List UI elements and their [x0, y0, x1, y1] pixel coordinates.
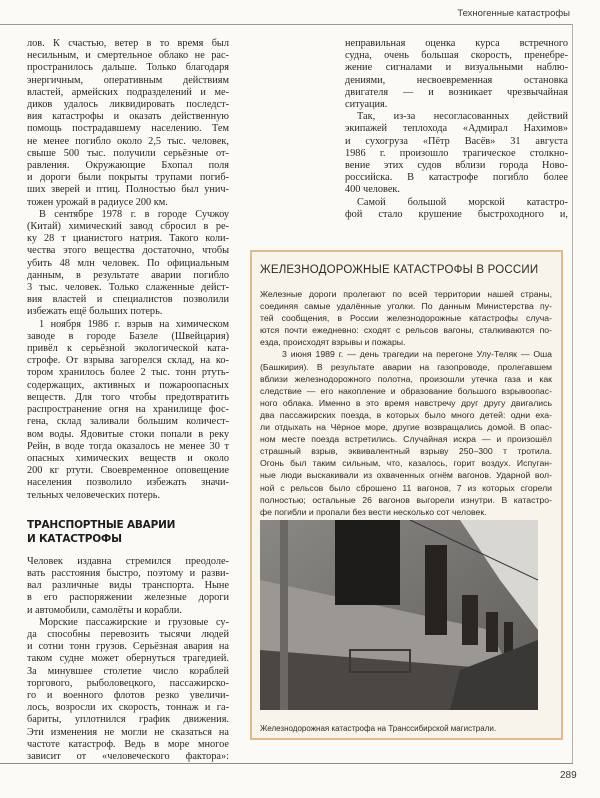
- text-line: строфе. От взрыва загорелся склад, на ко-: [27, 355, 229, 367]
- text-line: избежать ещё больших потерь.: [27, 306, 163, 318]
- text-line: ку 28 т цианистого натрия. Такого коли-: [27, 233, 229, 245]
- text-line: полностью; остальные 26 вагонов выгорели изнутри. В катастро-: [260, 494, 552, 505]
- frame-top-rule: [0, 24, 572, 25]
- text-line: го и военного флотов резко увеличи-: [27, 689, 229, 701]
- text-line: и сотни тонн грузов. Серьёзная авария на: [27, 641, 229, 653]
- text-line: частоте катастроф. Ведь в море многое: [27, 738, 229, 750]
- text-line: 400 человек.: [345, 184, 401, 196]
- text-line: данным, в результате аварии погибло: [27, 269, 229, 281]
- text-line: опасных химических веществ и около: [27, 452, 229, 464]
- paragraph: [27, 319, 229, 502]
- page-number: 289: [560, 770, 577, 781]
- text-line: 200 кг ртути. Своевременное оповещение: [27, 465, 229, 477]
- text-line: Человек издавна стремился преодоле-: [27, 555, 229, 567]
- sidebar-title: ЖЕЛЕЗНОДОРОЖНЫЕ КАТАСТРОФЫ В РОССИИ: [260, 264, 539, 276]
- text-line: тожен урожай в радиусе 200 км.: [27, 196, 168, 208]
- paragraph: [260, 288, 552, 348]
- text-line: В сентябре 1978 г. в городе Сучжоу: [39, 208, 229, 220]
- text-line: неправильная оценка курса встречного: [345, 38, 568, 49]
- text-line: содержащих, активных и пожароопасных: [27, 379, 229, 391]
- text-line: тельных человеческих потерь.: [27, 489, 161, 501]
- paragraph: [345, 197, 568, 221]
- text-line: привёл к серьёзной экологической ката-: [27, 343, 229, 355]
- photo-caption: Железнодорожная катастрофа на Транссибирской магистрали.: [260, 724, 497, 733]
- text-line: заводе в городе Базеле (Швейцария): [27, 330, 229, 342]
- text-line: таком судне может обернуться трагедией.: [27, 653, 229, 665]
- text-line: бариты, уплотнился график движения.: [27, 714, 229, 726]
- text-line: Морские пассажирские и грузовые су-: [39, 616, 229, 628]
- text-line: жение сигналами и визуальными наблю-: [345, 62, 568, 74]
- text-line: вать расстояния быстро, поэтому и разви-: [27, 567, 229, 579]
- paragraph: [345, 111, 568, 196]
- text-line: не менее погибло около 2,5 тыс. человек,: [27, 135, 229, 147]
- text-line: вение этих судов вблизи города Ново-: [345, 160, 568, 172]
- paragraph: [27, 617, 229, 763]
- section-heading-line: И КАТАСТРОФЫ: [27, 532, 122, 545]
- text-line: судна, очень большая скорость, пренебре-: [345, 50, 568, 62]
- text-line: ются почти ежедневно: сходят с рельсов вагоны, сталкиваются по-: [260, 325, 552, 336]
- text-line: торгового, рыболовецкого, пассажирско-: [27, 677, 229, 689]
- text-line: и автомобили, самолёты и корабли.: [27, 604, 182, 616]
- text-line: веществ. Для того чтобы предотвратить: [27, 391, 229, 403]
- right-paragraphs: [345, 38, 568, 221]
- section-paragraphs: [27, 556, 229, 763]
- text-line: вия властей и специалистов позволили: [27, 294, 229, 306]
- text-line: зависит от «человеческого фактора»:: [27, 750, 229, 762]
- text-line: 3 июня 1989 г. — день трагедии на перегоне Улу-Теляк — Оша: [282, 349, 552, 360]
- text-line: населения позволило избежать значи-: [27, 477, 229, 489]
- text-line: несильным, и смертельное облако не рас-: [27, 50, 229, 62]
- text-line: соединяя самые удалённые уголки. По данным Министерства пу-: [260, 301, 552, 312]
- text-line: 1986 г. произошло трагическое столкно-: [345, 147, 568, 159]
- left-column: [27, 38, 229, 763]
- text-line: ли отдыхать на Чёрное море, другие возвращались домой. В опас-: [260, 422, 552, 433]
- text-line: фой стало крушение быстроходного и,: [345, 208, 568, 220]
- left-paragraphs: [27, 38, 229, 502]
- paragraph: [27, 556, 229, 617]
- text-line: чества этого вещества достаточно, чтобы: [27, 245, 229, 257]
- paragraph: [260, 348, 552, 517]
- text-line: помощь пострадавшему населению. Тем: [27, 123, 229, 135]
- text-line: езда, происходят взрывы и пожары.: [260, 337, 406, 348]
- text-line: Огонь был таким сильным, что, казалось, горит воздух. Испуган-: [260, 458, 552, 469]
- text-line: тором хранилось более 2 тыс. тонн ртуть-: [27, 367, 229, 379]
- text-line: распространение огня на хранилище фос-: [27, 404, 229, 416]
- frame-right-rule: [572, 24, 573, 763]
- text-line: ном месте поезда встретились. Случайная искра — и произошёл: [260, 434, 552, 445]
- text-line: дениями, несвоевременная остановка: [345, 74, 568, 86]
- text-line: фе погибли и пропали без вести несколько сот человек.: [260, 506, 487, 517]
- text-line: Самой большой морской катастро-: [357, 196, 568, 208]
- running-head: Техногенные катастрофы: [457, 8, 570, 19]
- text-line: вблизи железнодорожного полотна, произошли утечка газа и как: [260, 373, 552, 384]
- text-line: тей сообщения, в России железнодорожные катастрофы случа-: [260, 313, 552, 324]
- paragraph: [27, 38, 229, 209]
- text-line: гена, склад заливали большим количест-: [27, 416, 229, 428]
- text-line: (Башкирия). В результате аварии на газопроводе, пролегавшем: [260, 361, 552, 372]
- text-line: вия катастрофы и оказать действенную: [27, 111, 229, 123]
- text-line: двигателя — и возникает чрезвычайная: [345, 86, 568, 98]
- text-line: убить 48 млн человек. По официальным: [27, 257, 229, 269]
- text-line: властей, армейских подразделений и ме-: [27, 86, 229, 98]
- text-line: два пассажирских поезда, в которых было много детей: одни еха-: [260, 409, 552, 420]
- text-line: ной с рельсов было сброшено 11 вагонов, 7 из которых сгорели: [260, 482, 552, 493]
- text-line: (Китай) химический завод сбросил в ре-: [27, 221, 229, 233]
- text-line: Рейн, в воде тогда оказалось не менее 30 т: [27, 440, 229, 452]
- train-wreck-photo: [260, 520, 538, 710]
- text-line: лось, возросли их скорость, тоннаж и га-: [27, 702, 229, 714]
- text-line: и дороги были покрыты трупами погиб-: [27, 172, 229, 184]
- text-line: ного облака. Именно в это время навстречу друг другу двигались: [260, 397, 552, 408]
- text-line: ные люди выскакивали из охваченных огнём вагонов. Ударной вол-: [260, 470, 552, 481]
- paragraph: [345, 38, 568, 111]
- text-line: Так, из-за несогласованных действий: [357, 111, 568, 123]
- text-line: диков удалось ликвидировать последст-: [27, 99, 229, 111]
- text-line: 1 ноября 1986 г. взрыв на химическом: [39, 318, 229, 330]
- section-heading: [27, 518, 229, 546]
- text-line: и сухогруза «Пётр Васёв» 31 августа: [345, 135, 568, 147]
- text-line: ситуация.: [345, 99, 388, 111]
- sidebar-box: [250, 250, 563, 740]
- text-line: в его распоряжении железные дороги: [27, 592, 229, 604]
- text-line: свыше 500 тыс. получили серьёзные от-: [27, 147, 229, 159]
- photo-image: [260, 520, 538, 710]
- text-line: страшный взрыв, эквивалентный взрыву 250–300 т тротила.: [260, 446, 552, 457]
- text-line: 3 тыс. человек. Только слаженные дейст-: [27, 282, 229, 294]
- text-line: пространилось дальше. Только благодаря: [27, 62, 229, 74]
- text-line: Эти изменения не могли не сказаться на: [27, 726, 229, 738]
- right-column: [345, 38, 568, 221]
- text-line: Железные дороги пролегают по всей территории нашей страны,: [260, 289, 552, 299]
- text-line: следствие — его накопление и образование большого взрывоопас-: [260, 385, 552, 396]
- text-line: равления. Окружающие Бхопал поля: [27, 160, 229, 172]
- text-line: За минувшее столетие число кораблей: [27, 665, 229, 677]
- text-line: российска. В катастрофе погибло более: [345, 172, 568, 184]
- text-line: экипажей теплохода «Адмирал Нахимов»: [345, 123, 568, 135]
- text-line: лов. К счастью, ветер в то время был: [27, 38, 229, 49]
- sidebar-body: [260, 288, 552, 518]
- paragraph: [27, 209, 229, 319]
- text-line: вом воды. Ядовитые стоки попали в реку: [27, 428, 229, 440]
- text-line: да способны перевозить тысячи людей: [27, 628, 229, 640]
- text-line: вал различные виды транспорта. Ныне: [27, 580, 229, 592]
- text-line: энергичным, оперативным действиям: [27, 74, 229, 86]
- text-line: ших зверей и птиц. Полностью был унич-: [27, 184, 229, 196]
- section-heading-line: ТРАНСПОРТНЫЕ АВАРИИ: [27, 518, 176, 531]
